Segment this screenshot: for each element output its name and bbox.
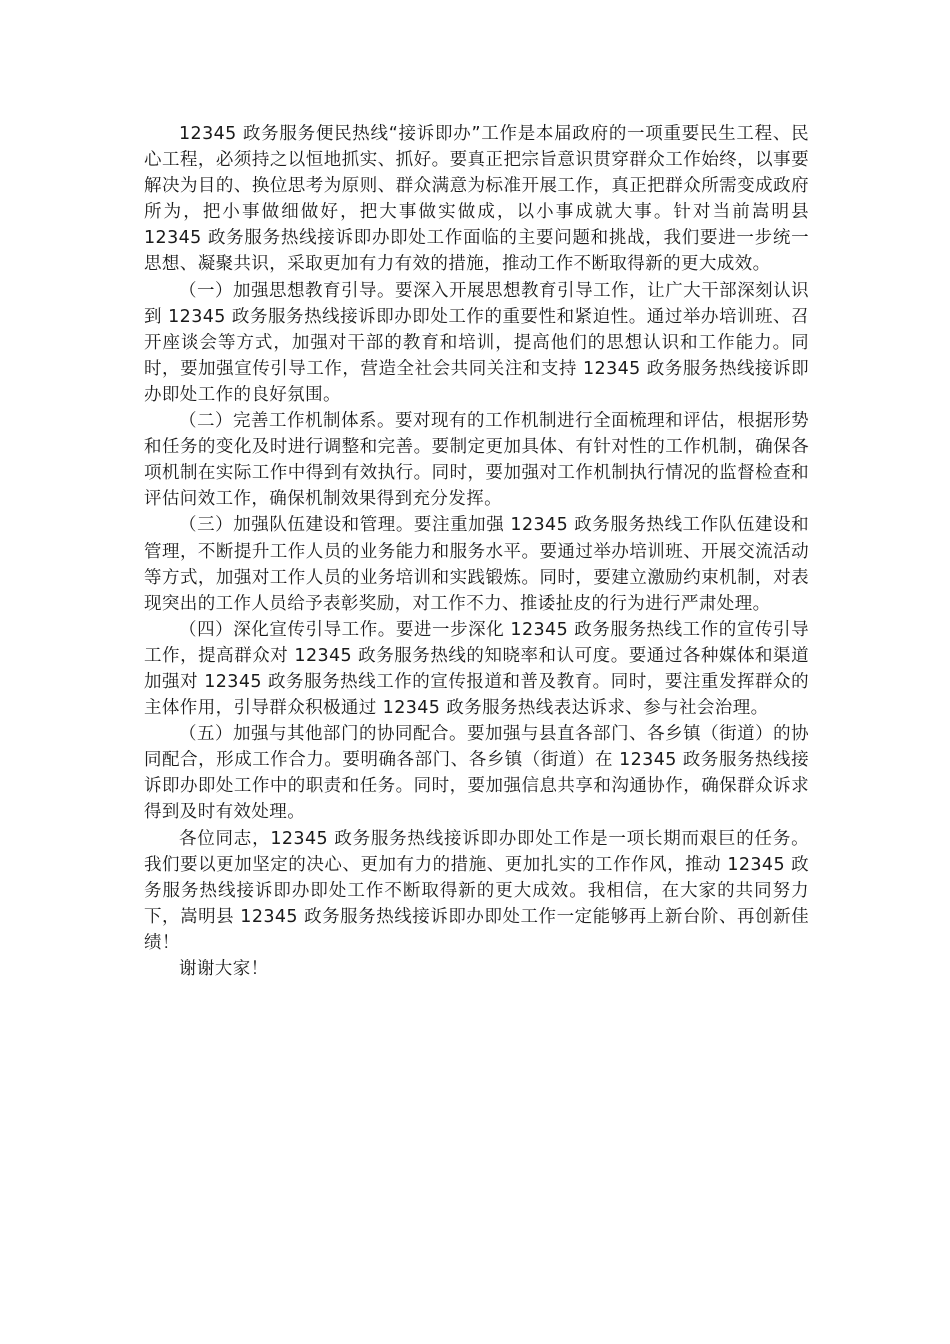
paragraph-section-4: （四）深化宣传引导工作。要进一步深化 12345 政务服务热线工作的宣传引导工作，提高群众对 12345 政务服务热线的知晓率和认可度。要通过各种媒体和渠道加强对 12345 政务服务热线工作的宣传报道和普及教育。同时，要注重发挥群众的主体作用，引导群众积极通过 12345 政务服务热线表达诉求、参与社会治理。 (144, 619, 809, 719)
paragraph-thanks: 谢谢大家！ (179, 959, 269, 979)
paragraph-section-5: （五）加强与其他部门的协同配合。要加强与县直各部门、各乡镇（街道）的协同配合，形成工作合力。要明确各部门、各乡镇（街道）在 12345 政务服务热线接诉即办即处工作中的职责和任务。同时，要加强信息共享和沟通协作，确保群众诉求得到及时有效处理。 (144, 724, 809, 823)
paragraph-intro: 12345 政务服务便民热线“接诉即办”工作是本届政府的一项重要民生工程、民心工程，必须持之以恒地抓实、抓好。要真正把宗旨意识贯穿群众工作始终，以事要解决为目的、换位思考为原则、群众满意为标准开展工作，真正把群众所需变成政府所为，把小事做细做好，把大事做实做成，以小事成就大事。针对当前嵩明县 12345 政务服务热线接诉即办即处工作面临的主要问题和挑战，我们要进一步统一思想、凝聚共识，采取更加有力有效的措施，推动工作不断取得新的更大成效。 (144, 124, 809, 275)
paragraph-section-3: （三）加强队伍建设和管理。要注重加强 12345 政务服务热线工作队伍建设和管理，不断提升工作人员的业务能力和服务水平。要通过举办培训班、开展交流活动等方式，加强对工作人员的业务培训和实践锻炼。同时，要建立激励约束机制，对表现突出的工作人员给予表彰奖励，对工作不力、推诿扯皮的行为进行严肃处理。 (144, 515, 809, 614)
document-body (144, 121, 809, 982)
paragraph-section-1: （一）加强思想教育引导。要深入开展思想教育引导工作，让广大干部深刻认识到 12345 政务服务热线接诉即办即处工作的重要性和紧迫性。通过举办培训班、召开座谈会等方式，加强对干部的教育和培训，提高他们的思想认识和工作能力。同时，要加强宣传引导工作，营造全社会共同关注和支持 12345 政务服务热线接诉即办即处工作的良好氛围。 (144, 280, 809, 405)
paragraph-closing: 各位同志，12345 政务服务热线接诉即办即处工作是一项长期而艰巨的任务。我们要以更加坚定的决心、更加有力的措施、更加扎实的工作作风，推动 12345 政务服务热线接诉即办即处工作不断取得新的更大成效。我相信，在大家的共同努力下，嵩明县 12345 政务服务热线接诉即办即处工作一定能够再上新台阶、再创新佳绩！ (144, 828, 809, 953)
paragraph-section-2: （二）完善工作机制体系。要对现有的工作机制进行全面梳理和评估，根据形势和任务的变化及时进行调整和完善。要制定更加具体、有针对性的工作机制，确保各项机制在实际工作中得到有效执行。同时，要加强对工作机制执行情况的监督检查和评估问效工作，确保机制效果得到充分发挥。 (144, 411, 809, 510)
